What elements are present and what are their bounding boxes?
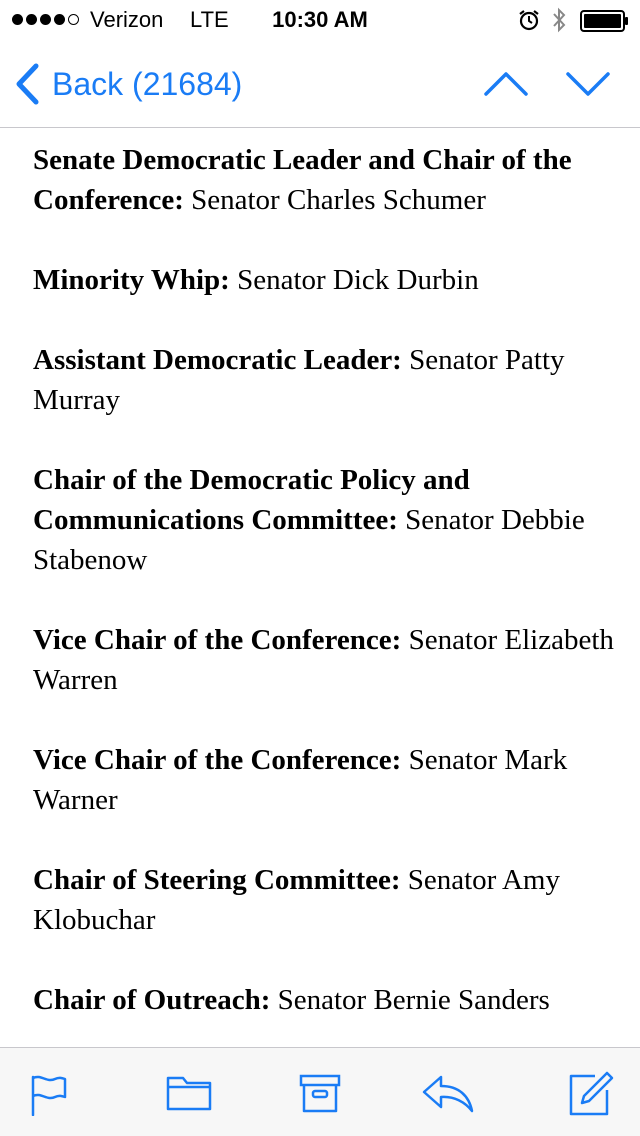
bottom-toolbar [0, 1047, 640, 1136]
entry-role: Vice Chair of the Conference: [33, 624, 402, 656]
chevron-left-icon [14, 63, 40, 105]
leadership-entry [33, 460, 618, 580]
leadership-entry [33, 620, 618, 700]
battery-icon [580, 10, 630, 38]
chevron-down-icon[interactable] [565, 66, 611, 107]
entry-name: Senator Elizabeth Warren [33, 624, 614, 696]
entry-name: Senator Amy Klobuchar [33, 864, 560, 936]
status-time: 10:30 AM [272, 7, 368, 32]
alarm-icon [518, 9, 540, 37]
compose-icon[interactable] [567, 1070, 615, 1123]
bluetooth-icon [551, 6, 567, 40]
entry-role: Chair of Outreach: [33, 984, 271, 1016]
navigation-bar [0, 40, 640, 128]
leadership-entry [33, 860, 618, 940]
folder-icon[interactable] [166, 1074, 212, 1117]
leadership-entry [33, 260, 618, 300]
archive-icon[interactable] [299, 1074, 341, 1119]
entry-role: Minority Whip: [33, 264, 230, 296]
reply-icon[interactable] [421, 1074, 475, 1119]
entry-role: Senate Democratic Leader and Chair of the Conference: [33, 144, 572, 216]
entry-name: Senator Mark Warner [33, 744, 568, 816]
network-type: LTE [190, 7, 229, 32]
entry-role: Chair of Steering Committee: [33, 864, 401, 896]
message-body [33, 140, 618, 1060]
entry-name: Senator Bernie Sanders [277, 984, 550, 1016]
leadership-entry [33, 740, 618, 820]
entry-role: Assistant Democratic Leader: [33, 344, 402, 376]
entry-name: Senator Charles Schumer [191, 184, 486, 216]
back-button[interactable] [14, 62, 242, 106]
back-button-label: Back (21684) [52, 65, 243, 102]
entry-role: Chair of the Democratic Policy and Communications Committee: [33, 464, 470, 536]
leadership-entry [33, 140, 618, 220]
chevron-up-icon[interactable] [483, 66, 529, 107]
entry-name: Senator Patty Murray [33, 344, 565, 416]
carrier-name: Verizon [90, 7, 164, 32]
flag-icon[interactable] [30, 1074, 68, 1121]
entry-role: Vice Chair of the Conference: [33, 744, 402, 776]
leadership-entry [33, 980, 618, 1020]
entry-name: Senator Dick Durbin [237, 264, 479, 296]
leadership-entry [33, 340, 618, 420]
entry-name: Senator Debbie Stabenow [33, 504, 585, 576]
status-bar [0, 0, 640, 40]
